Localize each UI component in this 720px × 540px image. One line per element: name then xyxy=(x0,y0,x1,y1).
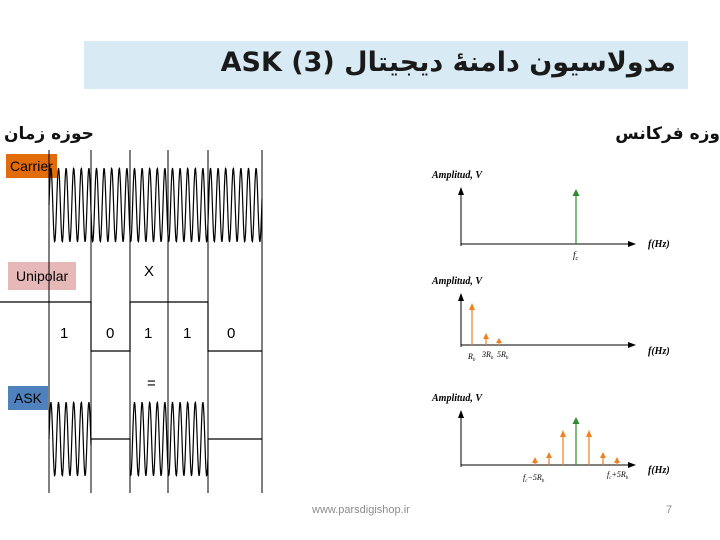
time-domain-heading: حوزه زمان xyxy=(4,124,94,144)
frequency-axis-label: f(Hz) xyxy=(648,465,670,476)
sideband-arrowhead xyxy=(560,430,566,437)
sideband-arrowhead xyxy=(546,452,552,458)
sideband-arrowhead xyxy=(532,457,538,463)
sideband-arrowhead xyxy=(586,430,592,437)
title-bar xyxy=(84,41,688,89)
harmonic-arrowhead xyxy=(483,333,489,339)
bit-value: 1 xyxy=(60,325,69,342)
harmonic-arrowhead xyxy=(469,303,475,310)
unipolar-tag: Unipolar xyxy=(8,262,76,290)
carrier-spectrum xyxy=(431,170,670,262)
equals-symbol: = xyxy=(147,375,156,392)
time-domain-diagram xyxy=(0,150,300,500)
carrier-arrowhead xyxy=(573,417,580,424)
amplitude-axis-label: Amplitud, V xyxy=(432,170,483,181)
amplitude-axis-label: Amplitud, V xyxy=(432,276,483,287)
page-number: 7 xyxy=(666,504,673,516)
sideband-arrowhead xyxy=(600,452,606,458)
ask-spectrum xyxy=(431,393,670,484)
harmonic-label-3rb: $3R_b$ xyxy=(482,350,494,361)
fc-label: $f_c$ xyxy=(573,250,579,262)
bit-value: 1 xyxy=(144,325,153,342)
carrier-arrowhead xyxy=(573,189,580,196)
lower-sideband-label: $f_c-5R_b$ xyxy=(523,473,545,484)
slide-title: مدولاسیون دامنۀ دیجیتال (3) ASK xyxy=(220,47,676,78)
harmonic-label-rb: $R_b$ xyxy=(468,352,476,363)
multiply-symbol: X xyxy=(144,263,155,280)
footer-website: www.parsdigishop.ir xyxy=(312,504,410,516)
frequency-axis-label: f(Hz) xyxy=(648,239,670,250)
upper-sideband-label: $f_c+5R_b$ xyxy=(607,470,629,481)
frequency-domain-diagram xyxy=(420,160,720,490)
unipolar-waveform xyxy=(0,302,262,351)
ask-tag: ASK xyxy=(8,386,48,410)
bit-value: 1 xyxy=(183,325,192,342)
sideband-arrowhead xyxy=(614,457,620,463)
frequency-domain-heading: وزه فرکانس xyxy=(615,124,720,144)
harmonic-arrowhead xyxy=(496,338,502,343)
bit-value: 0 xyxy=(227,325,236,342)
ask-waveform xyxy=(49,402,262,476)
amplitude-axis-label: Amplitud, V xyxy=(432,393,483,404)
bit-value: 0 xyxy=(106,325,115,342)
carrier-tag: Carrier xyxy=(6,154,57,178)
frequency-axis-label: f(Hz) xyxy=(648,346,670,357)
carrier-waveform xyxy=(49,168,262,242)
harmonic-label-5rb: $5R_b$ xyxy=(497,350,509,361)
unipolar-spectrum xyxy=(431,276,670,363)
